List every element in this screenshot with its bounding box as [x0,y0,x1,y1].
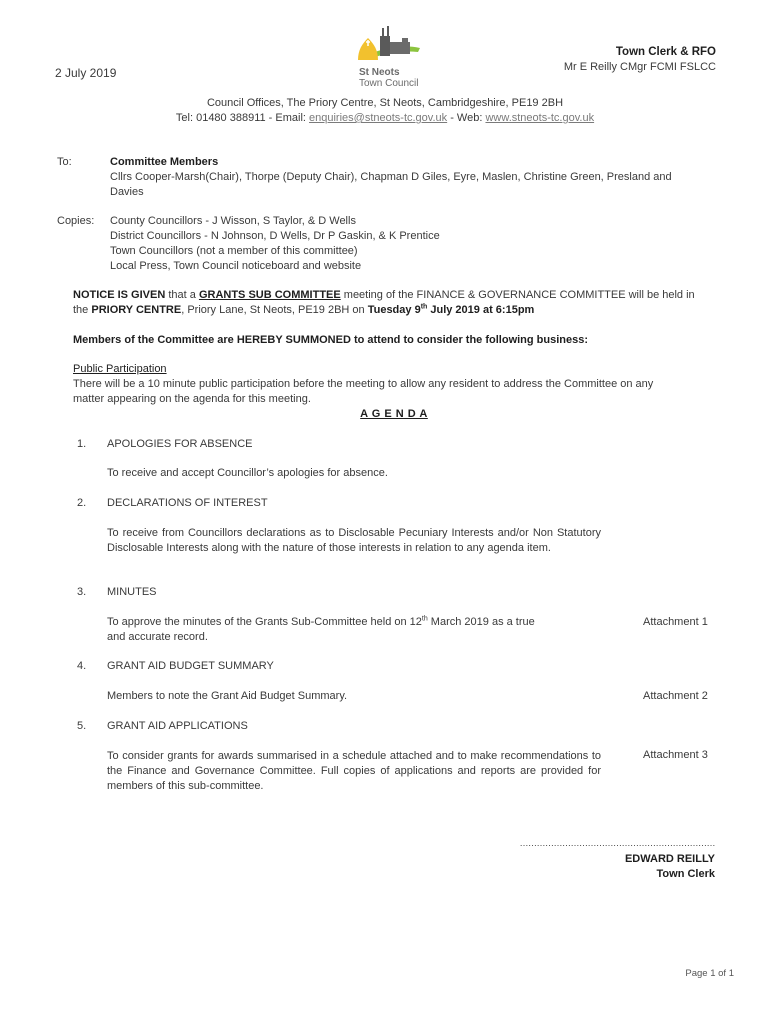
meeting-date [368,304,535,316]
agenda-item-title: DECLARATIONS OF INTEREST [107,497,268,509]
copies-item: District Councillors - N Johnson, D Wells, Dr P Gaskin, & K Prentice [110,230,440,242]
agenda-heading: A G E N D A [360,408,428,420]
meeting-day: Tuesday 9 [367,304,421,316]
web-prefix: - Web: [447,112,486,124]
council-address: Council Offices, The Priory Centre, St Neots, Cambridgeshire, PE19 2BH [206,97,564,109]
copies-item: Town Councillors (not a member of this committee) [110,245,358,257]
minutes-text-b: March 2019 as a true [427,616,535,628]
notice-meeting: meeting of the FINANCE & GOVERNANCE COMMITTEE will be held in [340,289,695,301]
notice-that: that a [165,289,199,301]
contact-line [0,112,770,124]
agenda-item-number: 1. [77,438,87,450]
notice-line2 [73,304,534,316]
email-link[interactable]: enquiries@stneots-tc.gov.uk [309,112,448,124]
copies-item: County Councillors - J Wisson, S Taylor, & D Wells [110,215,356,227]
to-heading: Committee Members [110,156,219,168]
agenda-item-text [107,616,535,628]
public-participation-heading: Public Participation [73,363,167,375]
minutes-text-a: To approve the minutes of the Grants Sub-Committee held on 12 [107,616,422,628]
website-link[interactable]: www.stneots-tc.gov.uk [485,112,595,124]
agenda-item-title: GRANT AID BUDGET SUMMARY [107,660,274,672]
notice-given: NOTICE IS GIVEN [73,289,166,301]
attachment-label: Attachment 1 [643,616,708,628]
logo-name: St Neots [359,67,400,78]
agenda-item-title: MINUTES [107,586,157,598]
agenda-item-title: GRANT AID APPLICATIONS [107,720,248,732]
agenda-item-text: To receive and accept Councillor’s apologies for absence. [107,467,388,479]
notice-line1 [73,289,695,301]
meeting-time: July 2019 at 6:15pm [427,304,535,316]
agenda-item-text: Members to note the Grant Aid Budget Summary. [107,690,348,702]
committee-name: GRANTS SUB COMMITTEE [198,289,341,301]
agenda-item-text: To consider grants for awards summarised in a schedule attached and to make recommendations to the Finance and Governance Committee. Full copies of applications and reports are provided for members of this sub-committee. [107,750,601,792]
clerk-name: Mr E Reilly CMgr FCMI FSLCC [563,61,716,73]
notice-the: the [73,304,92,316]
summons-text: Members of the Committee are HEREBY SUMMONED to attend to consider the following business: [73,334,589,346]
to-members-line2: Davies [110,186,144,198]
minutes-date-suffix: th [421,615,428,623]
agenda-item-number: 4. [77,660,87,672]
attachment-label: Attachment 3 [643,749,708,761]
logo-subtitle: Town Council [359,78,419,89]
st-neots-logo [352,22,424,70]
signatory-name: EDWARD REILLY [624,853,715,865]
venue-address: , Priory Lane, St Neots, PE19 2BH on [181,304,368,316]
copies-label: Copies: [57,215,95,227]
public-participation-line1: There will be a 10 minute public participation before the meeting to allow any resident to address the Committee on any [73,378,654,390]
tel-text: Tel: 01480 388911 - Email: [175,112,310,124]
agenda-item-number: 5. [77,720,87,732]
letter-date: 2 July 2019 [55,66,117,80]
clerk-title: Town Clerk & RFO [615,46,716,58]
agenda-item-number: 3. [77,586,87,598]
venue-name: PRIORY CENTRE [91,304,182,316]
signature-line: …………………………………………………………… [519,838,715,848]
agenda-item-text-line2: and accurate record. [107,631,208,643]
to-label: To: [57,156,72,168]
to-members-line1: Cllrs Cooper-Marsh(Chair), Thorpe (Deputy Chair), Chapman D Giles, Eyre, Maslen, Christine Green, Presland and [110,171,672,183]
signatory-title: Town Clerk [656,868,715,880]
page-number: Page 1 of 1 [685,968,734,979]
logo-graphic [352,22,424,70]
meeting-day-suffix: th [420,303,428,311]
copies-item: Local Press, Town Council noticeboard and website [110,260,362,272]
agenda-item-number: 2. [77,497,87,509]
public-participation-line2: matter appearing on the agenda for this meeting. [73,393,311,405]
agenda-item-title: APOLOGIES FOR ABSENCE [107,438,253,450]
agenda-item-text: To receive from Councillors declarations as to Disclosable Pecuniary Interests and/or Non Statutory Disclosable Interests along with the nature of those interests in relation to any agenda item. [107,527,601,554]
attachment-label: Attachment 2 [643,690,708,702]
